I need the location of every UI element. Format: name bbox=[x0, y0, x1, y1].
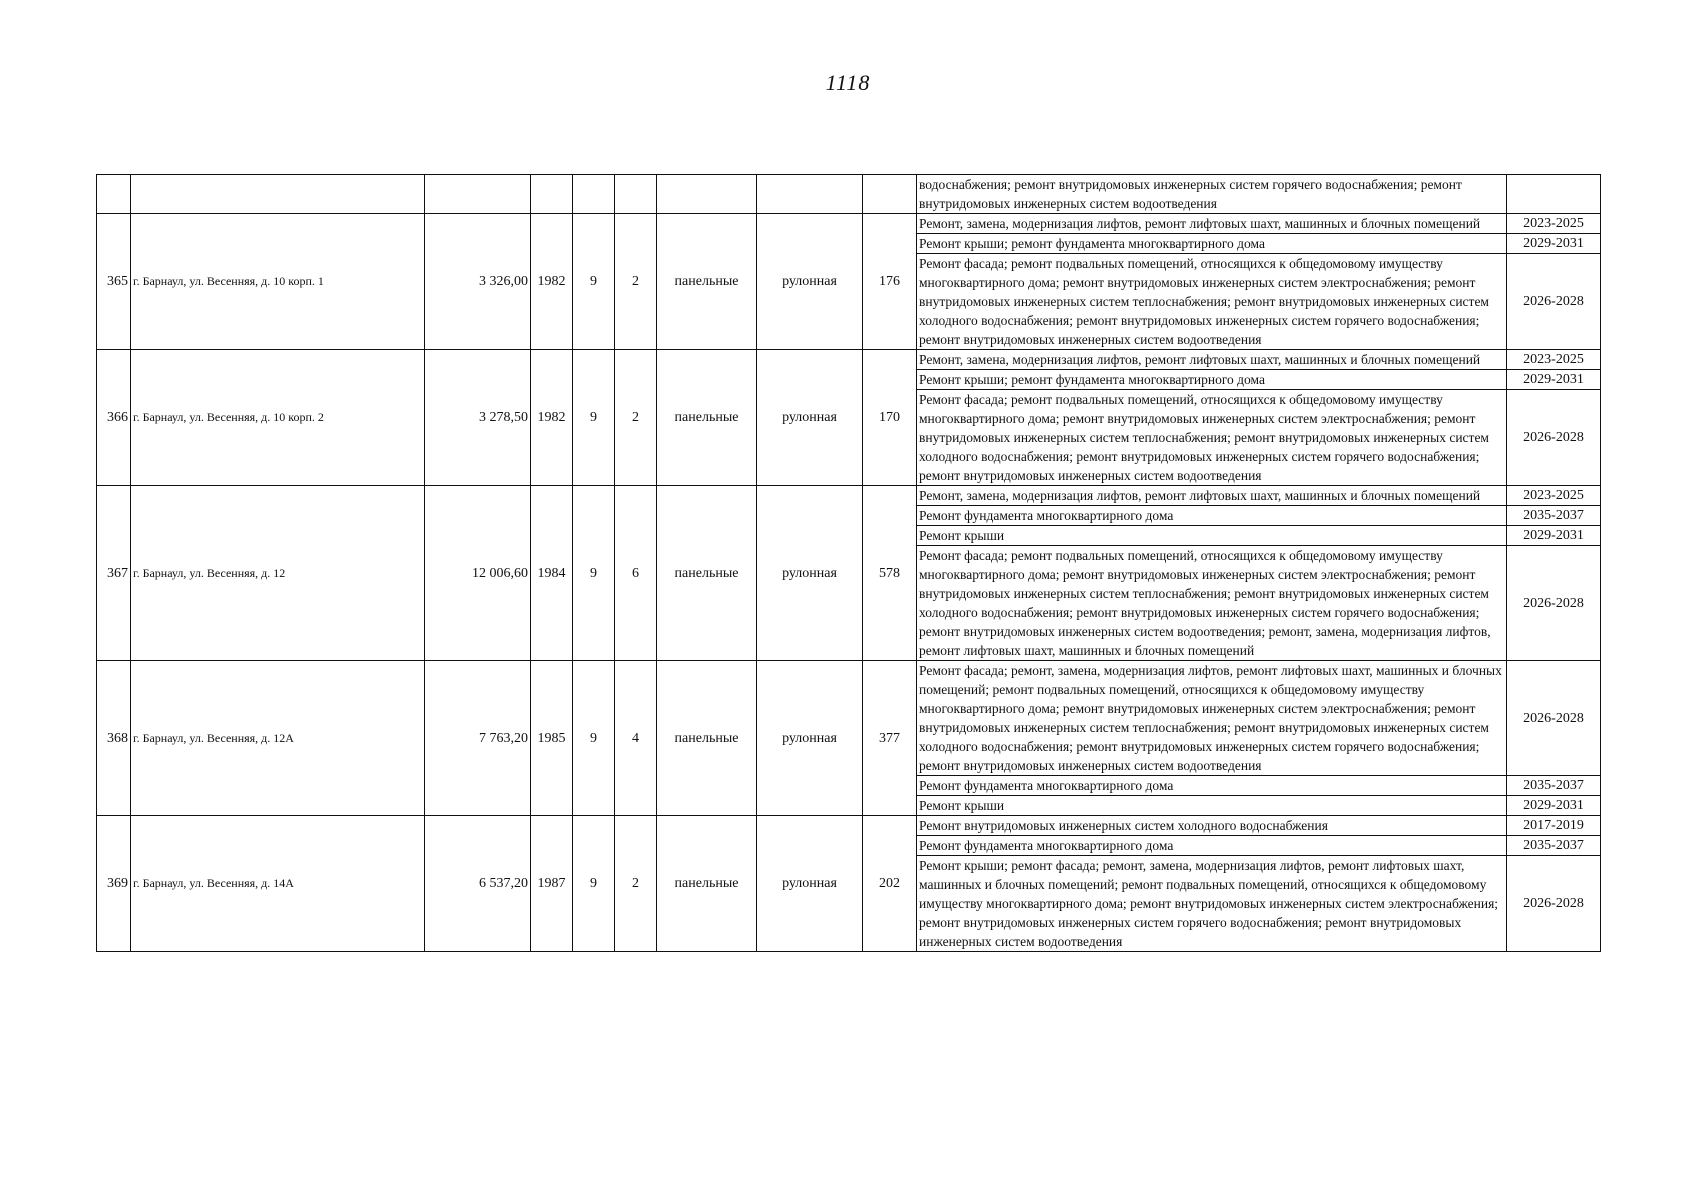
building-row bbox=[97, 661, 1601, 776]
building-number: 369 bbox=[97, 816, 131, 952]
continuation-work-text: водоснабжения; ремонт внутридомовых инженерных систем горячего водоснабжения; ремонт внутридомовых инженерных систем водоотведения bbox=[917, 175, 1507, 214]
work-description: Ремонт фундамента многоквартирного дома bbox=[917, 506, 1507, 526]
empty-cell bbox=[757, 175, 863, 214]
floor-count: 9 bbox=[573, 486, 615, 661]
work-description: Ремонт, замена, модернизация лифтов, ремонт лифтовых шахт, машинных и блочных помещений bbox=[917, 350, 1507, 370]
empty-cell bbox=[531, 175, 573, 214]
work-description: Ремонт крыши bbox=[917, 796, 1507, 816]
build-year: 1987 bbox=[531, 816, 573, 952]
build-year: 1982 bbox=[531, 350, 573, 486]
entrance-count: 2 bbox=[615, 816, 657, 952]
roof-type: рулонная bbox=[757, 816, 863, 952]
empty-cell bbox=[425, 175, 531, 214]
building-address: г. Барнаул, ул. Весенняя, д. 10 корп. 2 bbox=[131, 350, 425, 486]
building-row bbox=[97, 486, 1601, 506]
work-period: 2035-2037 bbox=[1507, 776, 1601, 796]
total-area: 3 326,00 bbox=[425, 214, 531, 350]
floor-count: 9 bbox=[573, 350, 615, 486]
roof-type: рулонная bbox=[757, 214, 863, 350]
work-period: 2035-2037 bbox=[1507, 506, 1601, 526]
wall-material: панельные bbox=[657, 816, 757, 952]
build-year: 1982 bbox=[531, 214, 573, 350]
continuation-row bbox=[97, 175, 1601, 214]
resident-count: 176 bbox=[863, 214, 917, 350]
wall-material: панельные bbox=[657, 214, 757, 350]
roof-type: рулонная bbox=[757, 350, 863, 486]
work-description: Ремонт, замена, модернизация лифтов, ремонт лифтовых шахт, машинных и блочных помещений bbox=[917, 214, 1507, 234]
building-number: 365 bbox=[97, 214, 131, 350]
empty-cell bbox=[657, 175, 757, 214]
building-address: г. Барнаул, ул. Весенняя, д. 14А bbox=[131, 816, 425, 952]
total-area: 6 537,20 bbox=[425, 816, 531, 952]
entrance-count: 6 bbox=[615, 486, 657, 661]
work-description: Ремонт крыши; ремонт фундамента многоквартирного дома bbox=[917, 370, 1507, 390]
work-description: Ремонт, замена, модернизация лифтов, ремонт лифтовых шахт, машинных и блочных помещений bbox=[917, 486, 1507, 506]
work-description: Ремонт крыши bbox=[917, 526, 1507, 546]
work-period: 2029-2031 bbox=[1507, 370, 1601, 390]
total-area: 7 763,20 bbox=[425, 661, 531, 816]
empty-cell bbox=[573, 175, 615, 214]
work-period: 2026-2028 bbox=[1507, 856, 1601, 952]
wall-material: панельные bbox=[657, 661, 757, 816]
register-body bbox=[97, 175, 1601, 952]
empty-cell bbox=[97, 175, 131, 214]
roof-type: рулонная bbox=[757, 661, 863, 816]
housing-register-table bbox=[96, 174, 1601, 952]
work-period: 2023-2025 bbox=[1507, 214, 1601, 234]
work-period: 2023-2025 bbox=[1507, 486, 1601, 506]
building-number: 366 bbox=[97, 350, 131, 486]
work-description: Ремонт фасада; ремонт подвальных помещений, относящихся к общедомовому имуществу многоквартирного дома; ремонт внутридомовых инженерных систем электроснабжения; ремонт внутридомовых инженерных систем теплоснабжения; ремонт внутридомовых инженерных систем холодного водоснабжения; ремонт внутридомовых инженерных систем горячего водоснабжения; ремонт внутридомовых инженерных систем водоотведения; ремонт, замена, модернизация лифтов, ремонт лифтовых шахт, машинных и блочных помещений bbox=[917, 546, 1507, 661]
building-address: г. Барнаул, ул. Весенняя, д. 10 корп. 1 bbox=[131, 214, 425, 350]
entrance-count: 2 bbox=[615, 350, 657, 486]
wall-material: панельные bbox=[657, 486, 757, 661]
work-description: Ремонт фундамента многоквартирного дома bbox=[917, 836, 1507, 856]
resident-count: 202 bbox=[863, 816, 917, 952]
empty-cell bbox=[863, 175, 917, 214]
resident-count: 578 bbox=[863, 486, 917, 661]
page-number: 1118 bbox=[825, 70, 871, 95]
total-area: 3 278,50 bbox=[425, 350, 531, 486]
resident-count: 377 bbox=[863, 661, 917, 816]
work-period: 2026-2028 bbox=[1507, 390, 1601, 486]
roof-type: рулонная bbox=[757, 486, 863, 661]
work-period: 2035-2037 bbox=[1507, 836, 1601, 856]
wall-material: панельные bbox=[657, 350, 757, 486]
building-address: г. Барнаул, ул. Весенняя, д. 12А bbox=[131, 661, 425, 816]
work-period: 2026-2028 bbox=[1507, 661, 1601, 776]
work-period: 2029-2031 bbox=[1507, 526, 1601, 546]
work-period: 2029-2031 bbox=[1507, 796, 1601, 816]
resident-count: 170 bbox=[863, 350, 917, 486]
build-year: 1984 bbox=[531, 486, 573, 661]
floor-count: 9 bbox=[573, 214, 615, 350]
work-description: Ремонт фасада; ремонт подвальных помещений, относящихся к общедомовому имуществу многоквартирного дома; ремонт внутридомовых инженерных систем электроснабжения; ремонт внутридомовых инженерных систем теплоснабжения; ремонт внутридомовых инженерных систем холодного водоснабжения; ремонт внутридомовых инженерных систем горячего водоснабжения; ремонт внутридомовых инженерных систем водоотведения bbox=[917, 254, 1507, 350]
floor-count: 9 bbox=[573, 661, 615, 816]
continuation-period bbox=[1507, 175, 1601, 214]
building-number: 368 bbox=[97, 661, 131, 816]
empty-cell bbox=[131, 175, 425, 214]
work-period: 2017-2019 bbox=[1507, 816, 1601, 836]
building-address: г. Барнаул, ул. Весенняя, д. 12 bbox=[131, 486, 425, 661]
work-description: Ремонт крыши; ремонт фасада; ремонт, замена, модернизация лифтов, ремонт лифтовых шахт, машинных и блочных помещений; ремонт подвальных помещений, относящихся к общедомовому имуществу многоквартирного дома; ремонт внутридомовых инженерных систем электроснабжения; ремонт внутридомовых инженерных систем горячего водоснабжения; ремонт внутридомовых инженерных систем водоотведения bbox=[917, 856, 1507, 952]
work-period: 2029-2031 bbox=[1507, 234, 1601, 254]
building-row bbox=[97, 214, 1601, 234]
total-area: 12 006,60 bbox=[425, 486, 531, 661]
work-period: 2023-2025 bbox=[1507, 350, 1601, 370]
work-description: Ремонт крыши; ремонт фундамента многоквартирного дома bbox=[917, 234, 1507, 254]
empty-cell bbox=[615, 175, 657, 214]
building-number: 367 bbox=[97, 486, 131, 661]
floor-count: 9 bbox=[573, 816, 615, 952]
work-description: Ремонт фасада; ремонт, замена, модернизация лифтов, ремонт лифтовых шахт, машинных и блочных помещений; ремонт подвальных помещений, относящихся к общедомовому имуществу многоквартирного дома; ремонт внутридомовых инженерных систем электроснабжения; ремонт внутридомовых инженерных систем теплоснабжения; ремонт внутридомовых инженерных систем холодного водоснабжения; ремонт внутридомовых инженерных систем горячего водоснабжения; ремонт внутридомовых инженерных систем водоотведения bbox=[917, 661, 1507, 776]
building-row bbox=[97, 816, 1601, 836]
work-description: Ремонт фундамента многоквартирного дома bbox=[917, 776, 1507, 796]
build-year: 1985 bbox=[531, 661, 573, 816]
building-row bbox=[97, 350, 1601, 370]
work-description: Ремонт фасада; ремонт подвальных помещений, относящихся к общедомовому имуществу многоквартирного дома; ремонт внутридомовых инженерных систем электроснабжения; ремонт внутридомовых инженерных систем теплоснабжения; ремонт внутридомовых инженерных систем холодного водоснабжения; ремонт внутридомовых инженерных систем горячего водоснабжения; ремонт внутридомовых инженерных систем водоотведения bbox=[917, 390, 1507, 486]
entrance-count: 2 bbox=[615, 214, 657, 350]
entrance-count: 4 bbox=[615, 661, 657, 816]
work-description: Ремонт внутридомовых инженерных систем холодного водоснабжения bbox=[917, 816, 1507, 836]
work-period: 2026-2028 bbox=[1507, 546, 1601, 661]
work-period: 2026-2028 bbox=[1507, 254, 1601, 350]
